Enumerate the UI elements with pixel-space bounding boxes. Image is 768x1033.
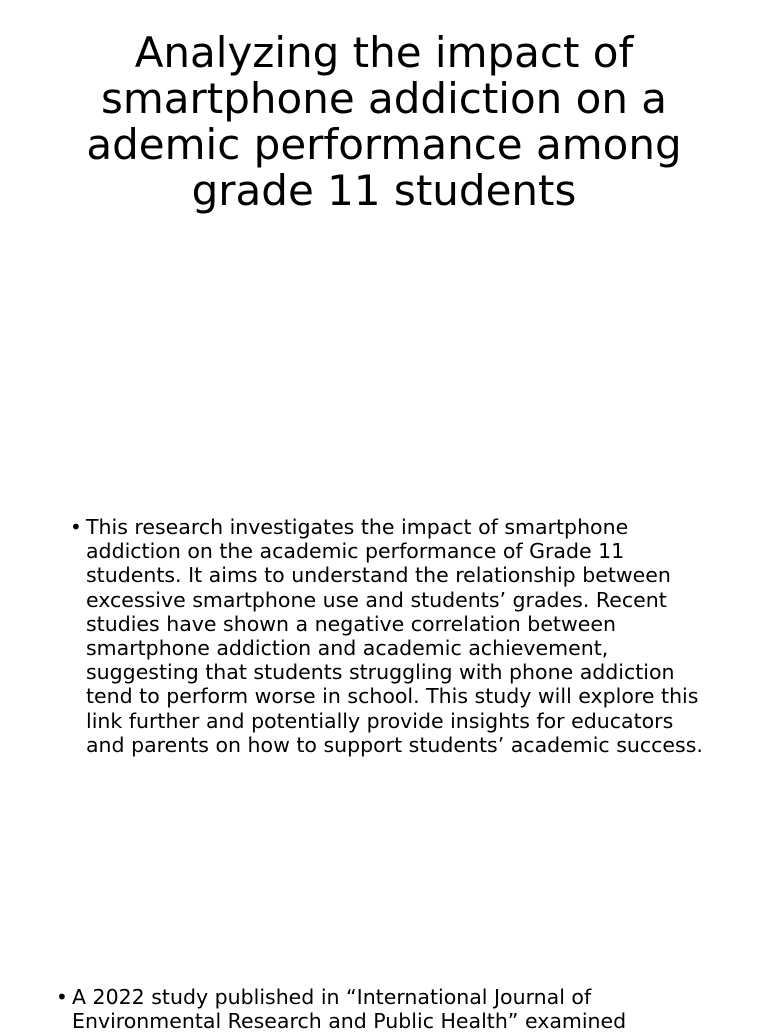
bullet-text: This research investigates the impact of smartphone addiction on the academic performance of Grade 11 students. It aims to understand the relationship between excessive smartphone use and students’ grades. Recent studies have shown a negative correlation between smartphone addiction and academic achievement, suggesting that students struggling with phone addiction tend to perform worse in school. This study will explore this link further and potentially provide insights for educators and parents on how to support students’ academic success. [86,515,703,757]
bullet-marker: • [56,985,68,1009]
slide-title: Analyzing the impact of smartphone addiction on a ademic performance among grade 11 students [86,28,682,215]
bullet-item-2 [56,985,746,1033]
bullet-text: A 2022 study published in “International Journal of Environmental Research and Public Health” examined [72,985,627,1033]
bullet-item-1 [70,515,710,757]
bullet-marker: • [70,515,82,539]
